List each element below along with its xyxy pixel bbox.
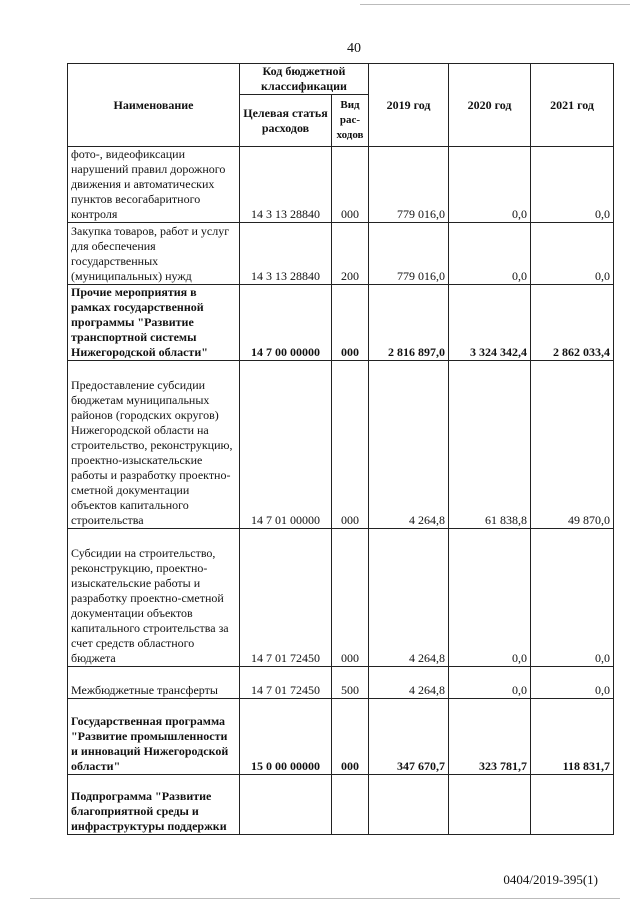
table-row: [68, 147, 614, 223]
page-number: 40: [347, 41, 361, 56]
row-name: Закупка товаров, работ и услуг для обеспечения государственных (муниципальных) нужд: [68, 223, 240, 285]
row-2019: [369, 775, 449, 835]
row-code: 14 7 01 00000: [240, 361, 332, 529]
row-2020: 3 324 342,4: [449, 285, 531, 361]
table-row: [68, 775, 614, 835]
row-name: Субсидии на строительство, реконструкцию, проектно-изыскательские работы и разработку проектно-сметной документации объектов капитального строительства за счет средств областного бюджета: [68, 529, 240, 667]
row-type: [332, 775, 369, 835]
header-year-2021: 2021 год: [531, 64, 614, 147]
row-code: 14 7 01 72450: [240, 667, 332, 699]
row-type: 200: [332, 223, 369, 285]
row-2019: 779 016,0: [369, 147, 449, 223]
row-2019: 4 264,8: [369, 361, 449, 529]
row-name: фото-, видеофиксации нарушений правил дорожного движения и автоматических пунктов весогабаритного контроля: [68, 147, 240, 223]
row-2020: [449, 775, 531, 835]
row-type: 000: [332, 699, 369, 775]
budget-table: [67, 63, 614, 835]
row-type: 000: [332, 529, 369, 667]
header-expense-type: Вид рас-ходов: [332, 95, 369, 147]
document-code: 0404/2019-395(1): [503, 872, 598, 887]
row-2020: 0,0: [449, 147, 531, 223]
row-2019: 4 264,8: [369, 667, 449, 699]
header-year-2020: 2020 год: [449, 64, 531, 147]
row-name: Подпрограмма "Развитие благоприятной среды и инфраструктуры поддержки: [68, 775, 240, 835]
row-name: Государственная программа "Развитие промышленности и инноваций Нижегородской области": [68, 699, 240, 775]
row-name: Межбюджетные трансферты: [68, 667, 240, 699]
row-2020: 61 838,8: [449, 361, 531, 529]
row-type: 000: [332, 147, 369, 223]
row-code: 15 0 00 00000: [240, 699, 332, 775]
table-row: [68, 285, 614, 361]
row-code: [240, 775, 332, 835]
row-2019: 347 670,7: [369, 699, 449, 775]
table-row: [68, 529, 614, 667]
row-code: 14 7 00 00000: [240, 285, 332, 361]
row-2020: 0,0: [449, 529, 531, 667]
row-2021: 49 870,0: [531, 361, 614, 529]
row-2020: 0,0: [449, 223, 531, 285]
table-row: [68, 223, 614, 285]
row-name: Предоставление субсидии бюджетам муниципальных районов (городских округов) Нижегородской области на строительство, реконструкцию, проектно-изыскательские работы и разработку проектно-сметной документации объектов капитального строительства: [68, 361, 240, 529]
row-code: 14 3 13 28840: [240, 147, 332, 223]
header-name: Наименование: [68, 64, 240, 147]
row-2019: 2 816 897,0: [369, 285, 449, 361]
table-row: [68, 361, 614, 529]
row-2020: 0,0: [449, 667, 531, 699]
row-2020: 323 781,7: [449, 699, 531, 775]
row-code: 14 3 13 28840: [240, 223, 332, 285]
table-row: [68, 667, 614, 699]
header-year-2019: 2019 год: [369, 64, 449, 147]
row-type: 000: [332, 361, 369, 529]
row-2021: 2 862 033,4: [531, 285, 614, 361]
row-2021: 118 831,7: [531, 699, 614, 775]
scan-artifact-bottom: [30, 898, 620, 899]
row-2021: 0,0: [531, 667, 614, 699]
row-type: 000: [332, 285, 369, 361]
header-target-article: Целевая статья расходов: [240, 95, 332, 147]
row-2021: 0,0: [531, 223, 614, 285]
row-2021: [531, 775, 614, 835]
row-2021: 0,0: [531, 147, 614, 223]
row-code: 14 7 01 72450: [240, 529, 332, 667]
row-type: 500: [332, 667, 369, 699]
table-row: [68, 699, 614, 775]
row-2019: 779 016,0: [369, 223, 449, 285]
row-2021: 0,0: [531, 529, 614, 667]
row-name: Прочие мероприятия в рамках государственной программы "Развитие транспортной системы Нижегородской области": [68, 285, 240, 361]
scan-artifact-top: [360, 4, 630, 5]
row-2019: 4 264,8: [369, 529, 449, 667]
header-code-group: Код бюджетной классификации: [240, 64, 369, 95]
